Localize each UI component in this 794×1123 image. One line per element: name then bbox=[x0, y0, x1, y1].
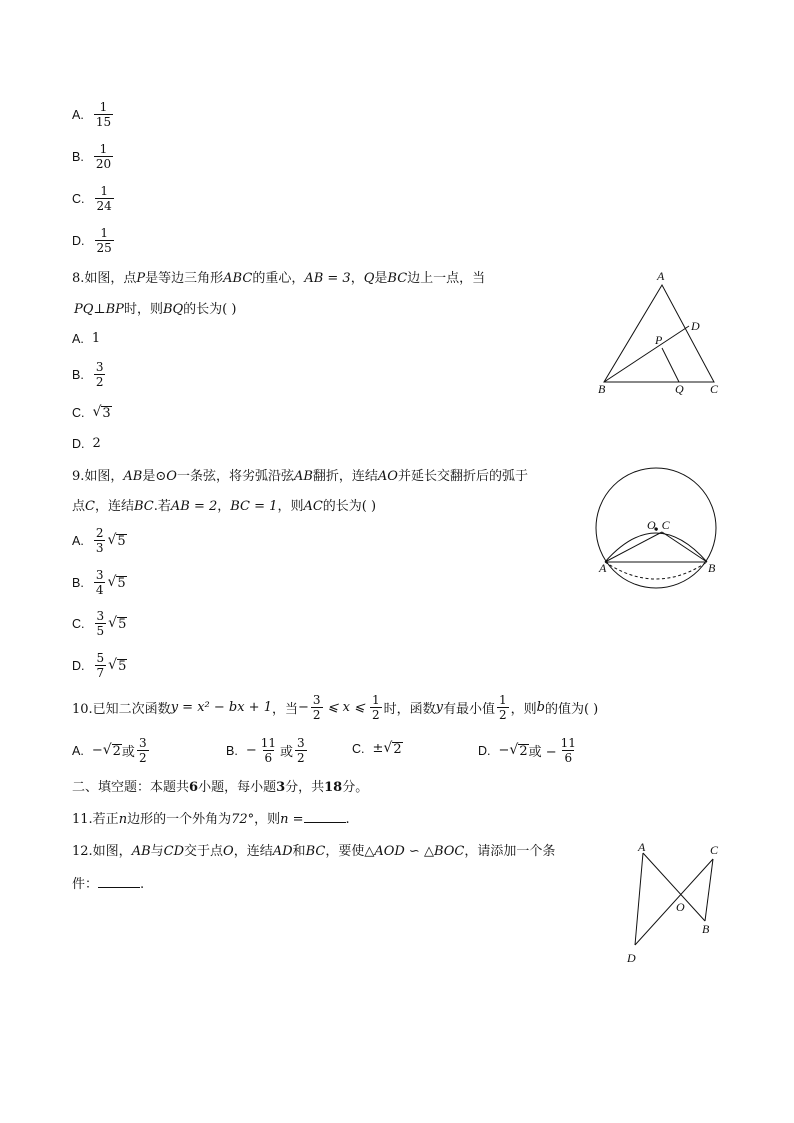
fraction: $\frac{3}{2}$ bbox=[297, 736, 305, 765]
fraction: $\frac{5}{7}$ bbox=[96, 651, 105, 680]
fraction: $\frac{1}{2}$ bbox=[498, 693, 507, 722]
q8-option-d: D. 2 bbox=[72, 436, 101, 451]
q10-option-d: D. − √ 2 或 − $\frac{11}{6}$ bbox=[478, 736, 576, 765]
fraction: $\frac{2}{3}$ bbox=[95, 526, 104, 555]
q9-option-c: C. $\frac{3}{5}$ √ 5 bbox=[72, 609, 127, 638]
figure-label-q: Q bbox=[675, 382, 684, 396]
sqrt: √ 5 bbox=[108, 657, 127, 674]
sqrt: √ 5 bbox=[107, 574, 126, 591]
fraction: $\frac{3}{2}$ bbox=[138, 736, 147, 765]
sqrt: √ 5 bbox=[107, 532, 126, 549]
q12-stem-line2: 件： . bbox=[72, 877, 145, 892]
option-label: D. bbox=[72, 233, 85, 248]
q7-option-d bbox=[72, 226, 116, 255]
q9-option-a: A. $\frac{2}{3}$ √ 5 bbox=[72, 526, 126, 555]
figure-label-c: C bbox=[710, 843, 719, 857]
answer-blank[interactable] bbox=[304, 810, 346, 823]
q11-stem: 11.若正n边形的一个外角为72°，则n = . bbox=[72, 812, 350, 827]
figure-label-d: D bbox=[691, 319, 700, 333]
q7-option-c bbox=[72, 184, 116, 213]
q10-option-a: A. − √ 2 或 $\frac{3}{2}$ bbox=[72, 736, 147, 765]
option-label: A. bbox=[72, 107, 84, 122]
figure-label-c: C bbox=[710, 382, 719, 396]
figure-label-b: B bbox=[702, 922, 710, 936]
figure-label-b: B bbox=[708, 561, 716, 575]
q8-stem-line2: PQ⊥BP时，则BQ的长为( ) bbox=[74, 302, 237, 317]
answer-blank[interactable] bbox=[98, 875, 140, 888]
sqrt: √ 2 bbox=[383, 740, 402, 757]
q10-option-b: B. − $\frac{11}{6}$ 或 $\frac{3}{2}$ bbox=[226, 736, 305, 765]
fraction: $\frac{1}{15}$ bbox=[95, 100, 112, 129]
fraction: $\frac{3}{4}$ bbox=[95, 568, 104, 597]
section-heading-fill-blank: 二、填空题：本题共6小题，每小题3分，共18分。 bbox=[72, 780, 369, 795]
fraction: $\frac{1}{24}$ bbox=[96, 184, 112, 213]
q7-option-a bbox=[72, 100, 115, 129]
figure-label-oc: O, C bbox=[647, 518, 670, 532]
option-label: C. bbox=[72, 191, 85, 206]
q8-option-b: B. $\frac{3}{2}$ bbox=[72, 360, 104, 389]
figure-label-p: P bbox=[655, 333, 663, 347]
q12-stem-line1: 12.如图，AB与CD交于点O，连结AD和BC，要使△AOD ∽ △BOC，请添加一个条 bbox=[72, 844, 556, 859]
sqrt: √ 3 bbox=[92, 404, 111, 421]
q9-stem-line2: 点C，连结BC.若AB = 2，BC = 1，则AC的长为( ) bbox=[72, 499, 377, 514]
fraction: $\frac{1}{25}$ bbox=[96, 226, 112, 255]
figure-label-a: A bbox=[638, 840, 646, 854]
figure-label-a: A bbox=[599, 561, 607, 575]
q8-stem-line1: 8.如图，点P是等边三角形ABC的重心，AB = 3，Q是BC边上一点，当 bbox=[72, 271, 486, 286]
q8-triangle-figure bbox=[590, 265, 730, 400]
fraction: $\frac{11}{6}$ bbox=[560, 736, 576, 765]
q10-option-c: C. ± √ 2 bbox=[352, 740, 402, 757]
fraction: $\frac{3}{5}$ bbox=[96, 609, 105, 638]
q12-figure bbox=[620, 836, 730, 971]
q9-circle-figure bbox=[592, 466, 732, 596]
figure-label-b: B bbox=[598, 382, 606, 396]
sqrt: √ 5 bbox=[108, 615, 127, 632]
fraction: $\frac{1}{2}$ bbox=[371, 693, 380, 722]
option-label: B. bbox=[72, 149, 84, 164]
q10-stem: 10.已知二次函数 y = x² − bx + 1 ，当 − $\frac{3}{2}$ ⩽ x ⩽ $\frac{1}{2}$ 时，函数 y 有最小值 $\frac{1}{2}$ ，则 b 的值为( ) bbox=[72, 693, 599, 722]
figure-label-d: D bbox=[627, 951, 636, 965]
q8-option-a: A. 1 bbox=[72, 331, 101, 346]
q7-option-b bbox=[72, 142, 115, 171]
fraction: $\frac{1}{20}$ bbox=[95, 142, 112, 171]
fraction: $\frac{11}{6}$ bbox=[260, 736, 276, 765]
sqrt: √ 2 bbox=[509, 742, 528, 759]
figure-label-a: A bbox=[657, 269, 665, 283]
fraction: $\frac{3}{2}$ bbox=[312, 693, 321, 722]
fraction: $\frac{3}{2}$ bbox=[95, 360, 104, 389]
q9-stem-line1: 9.如图，AB是⊙O一条弦，将劣弧沿弦AB翻折，连结AO并延长交翻折后的弧于 bbox=[72, 469, 528, 484]
q9-option-d: D. $\frac{5}{7}$ √ 5 bbox=[72, 651, 127, 680]
q9-option-b: B. $\frac{3}{4}$ √ 5 bbox=[72, 568, 126, 597]
sqrt: √ 2 bbox=[102, 742, 121, 759]
figure-label-o: O bbox=[676, 900, 685, 914]
q8-option-c: C. √ 3 bbox=[72, 404, 111, 421]
